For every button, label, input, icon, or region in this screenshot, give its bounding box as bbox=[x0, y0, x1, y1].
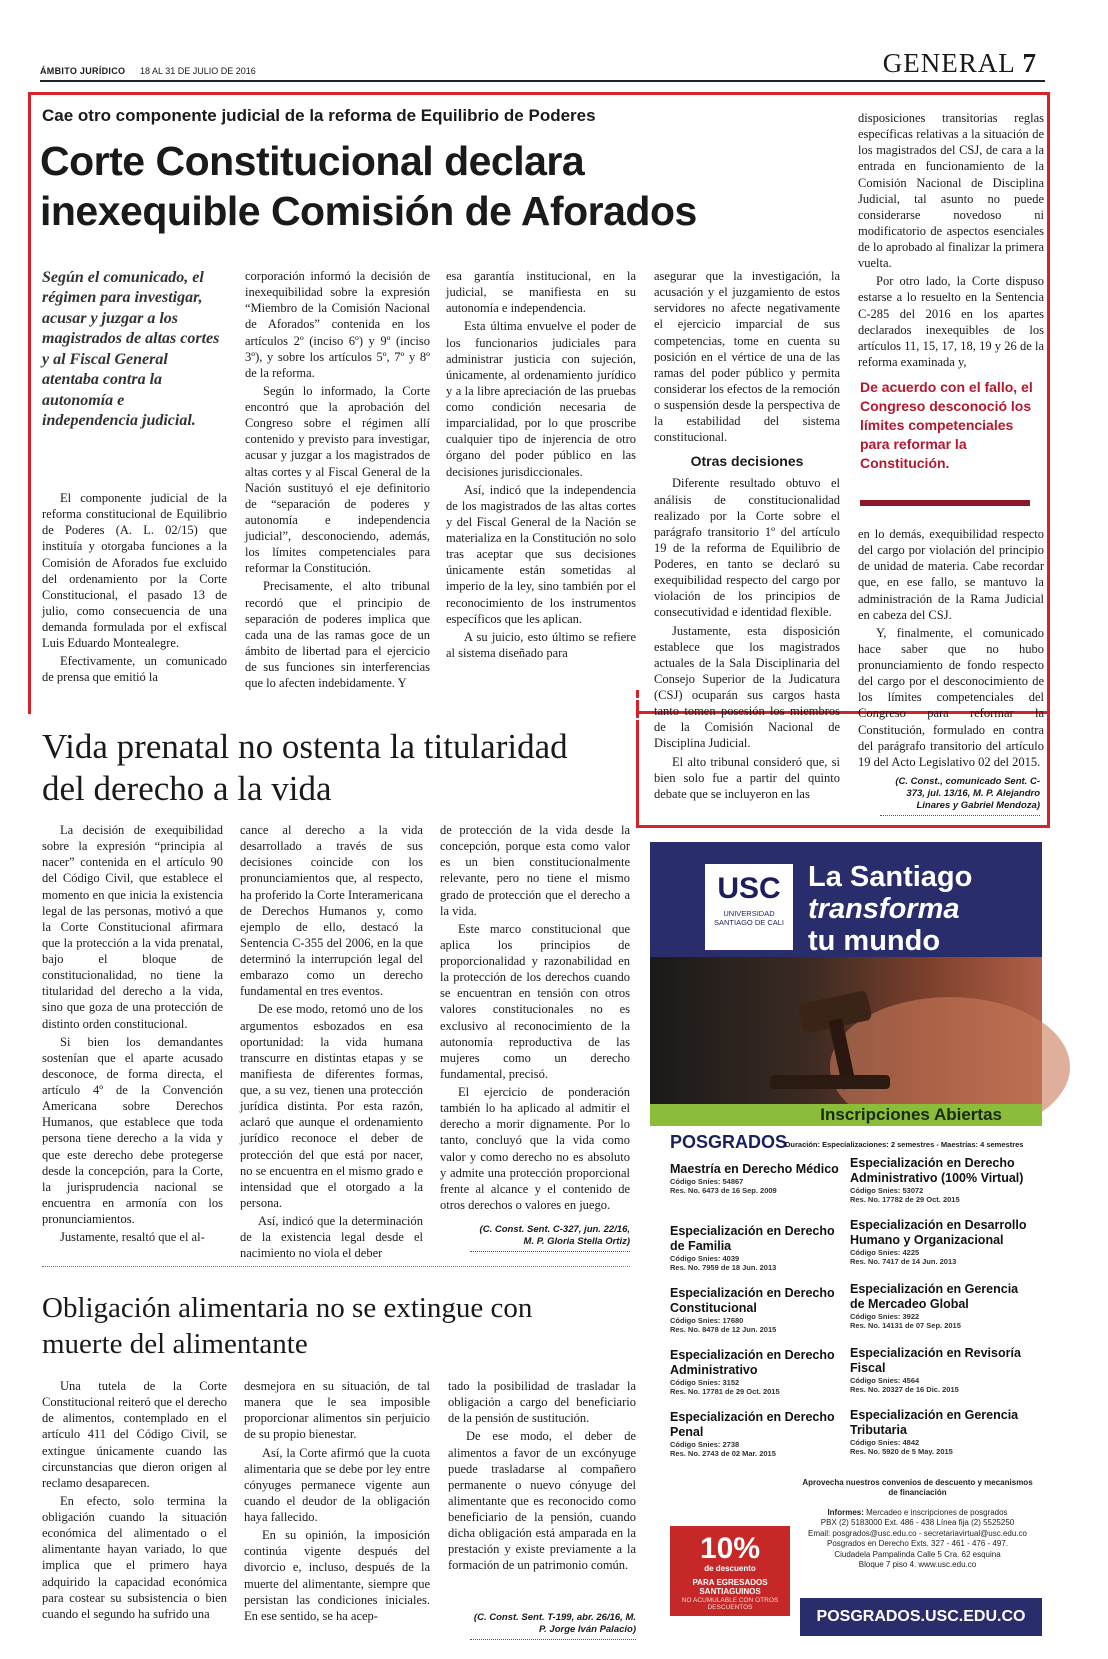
posgrados-heading: POSGRADOS bbox=[670, 1132, 788, 1152]
logo-subtext: UNIVERSIDAD SANTIAGO DE CALI bbox=[713, 909, 785, 927]
article1-lead: Según el comunicado, el régimen para investigar, acusar y juzgar a los magistrados de altas cortes y al Fiscal General atentaba contra la autonomía e independencia judicial. bbox=[42, 269, 220, 430]
ad-header bbox=[650, 842, 1042, 1104]
programs-right bbox=[850, 1156, 1035, 1470]
website-url[interactable]: POSGRADOS.USC.EDU.CO bbox=[800, 1598, 1042, 1636]
program-item: Especialización en Desarrollo Humano y Organizacional Código Snies: 4225 Res. No. 7417 de 14 Jun. 2013 bbox=[850, 1218, 1027, 1267]
gavel-icon bbox=[650, 957, 1042, 1104]
logo-text: USC bbox=[717, 872, 781, 905]
masthead bbox=[40, 48, 1045, 82]
program-item: Maestría en Derecho Médico Código Snies: 54867 Res. No. 6473 de 16 Sep. 2009 bbox=[670, 1162, 839, 1196]
duration-text: Duración: Especializaciones: 2 semestres - Maestrías: 4 semestres bbox=[785, 1140, 1024, 1149]
article3-col1: Una tutela de la Corte Constitucional reiteró que el derecho de alimentos, contemplado en el artículo 411 del Código Civil, se extingue únicamente cuando las circunstancias que dieron origen al reclamo desaparecen. En efecto, solo termina la obligación cuando la situación económica del alimentado o el alimentante hayan variado, lo que implica que el primero haya adquirido la capacidad económica para costear su subsistencia o bien cuando el segundo ha sufrido una bbox=[42, 1379, 227, 1621]
article1-kicker: Cae otro componente judicial de la reforma de Equilibrio de Poderes bbox=[42, 106, 596, 125]
publication-name: ÁMBITO JURÍDICO bbox=[40, 66, 126, 76]
article1-col2: corporación informó la decisión de inexequibilidad sobre la expresión “Miembro de la Comisión Nacional de Aforados” contenida en los artículos 2º (inciso 6º) y 9º (inciso 3º), y sobre los artículos 5º, 7º y 8º de la reforma. Según lo informado, la Corte encontró que la aprobación del Congreso sobre el régimen allí contenido y previsto para investigar, acusar y juzgar a los magistrados de altas cortes y al Fiscal General de la Nación sustituyó el eje definitorio de “separación de poderes y autonomía e independencia judicial”, desconociendo, además, los límites competenciales para reformar la Constitución. Precisamente, el alto tribunal recordó que el principio de separación de poderes implica que cada una de las ramas goce de un ámbito de libertad para el ejercicio de sus funciones sin interferencias que lo afecten indebidamente. Y bbox=[245, 269, 430, 691]
usc-advertisement bbox=[650, 842, 1042, 1640]
ad-programs bbox=[650, 1126, 1042, 1640]
article2-col2: cance al derecho a la vida desarrollado a través de sus decisiones coincide con los pronunciamientos que, al respecto, ha proferido la Corte Interamericana de Derechos Humanos y, como ejemplo de ello, destacó la Sentencia C-355 del 2006, en la que determinó la interrupción legal del embarazo como un derecho fundamental en tres eventos. De ese modo, retomó uno de los argumentos esbozados en esa oportunidad: la vida humana transcurre en distintas etapas y se manifiesta de diferentes formas, que, a su vez, tienen una protección jurídica distinta. Por esta razón, aclaró que aunque el ordenamiento jurídico reconoce el deber de protección del que está por nacer, no se encuentra en el mismo grado e intensidad que el otorgado a la persona. Así, indicó que la determinación de la existencia legal desde el nacimiento no viola el deber bbox=[240, 823, 423, 1261]
registration-text: Inscripciones Abiertas bbox=[820, 1105, 1002, 1124]
program-item: Especialización en Gerencia de Mercadeo Global Código Snies: 3922 Res. No. 14131 de 07 Sep. 2015 bbox=[850, 1282, 1019, 1331]
financing-text: Aprovecha nuestros convenios de descuento y mecanismos de financiación bbox=[802, 1478, 1033, 1498]
registration-band bbox=[650, 1104, 1042, 1126]
program-item: Especialización en Derecho Administrativo (100% Virtual) Código Snies: 53072 Res. No. 17782 de 29 Oct. 2015 bbox=[850, 1156, 1024, 1205]
page-number: 7 bbox=[1022, 48, 1037, 78]
divider bbox=[42, 1266, 630, 1267]
program-item: Especialización en Derecho Administrativo Código Snies: 3152 Res. No. 17781 de 29 Oct. 2015 bbox=[670, 1348, 835, 1397]
article3-credit: (C. Const. Sent. T-199, abr. 26/16, M. P. Jorge Iván Palacio) bbox=[470, 1612, 636, 1640]
programs-left bbox=[670, 1162, 840, 1472]
article1-col4: asegurar que la investigación, la acusación y el juzgamiento de estos servidores no afecte negativamente el ejercicio imparcial de sus competencias, tome en cuenta su posición en el vértice de una de las ramas del poder público y permita considerar los efectos de la remoción o suspensión desde la perspectiva de la estabilidad del sistema constitucional. Otras decisiones Diferente resultado obtuvo el análisis de constitucionalidad realizado por la Corte sobre el parágrafo transitorio 1º del artículo 19 de la reforma de Equilibrio de Poderes, en tanto se declaró su exequibilidad respecto del cargo por violación de los principios de consecutividad e identidad flexible. Justamente, esta disposición establece que los magistrados actuales de la Sala Disciplinaria del Consejo Superior de la Judicatura (CSJ) ocuparán sus cargos hasta tanto tomen posesión los miembros de la Comisión Nacional de Disciplina Judicial. El alto tribunal consideró que, si bien solo fue a partir del quinto debate que se incluyeron en las bbox=[654, 269, 840, 801]
article1-col3: esa garantía institucional, en la judicial, se manifiesta en su autonomía e independencia. Esta última envuelve el poder de los funcionarios judiciales para administrar justicia con sujeción, únicamente, al ordenamiento jurídico y a la libre apreciación de las pruebas como condición necesaria de imparcialidad, por lo que proscribe cualquier tipo de injerencia de otro órgano del poder público en las decisiones jurisdiccionales. Así, indicó que la independencia de los magistrados de las altas cortes y del Fiscal General de la Nación se materializa en la Constitución no solo tras aceptar que sus decisiones únicamente están sometidas al imperio de la ley, sino también por el reconocimiento de los instrumentos específicos que les aplican. A su juicio, esto último se refiere al sistema diseñado para bbox=[446, 269, 636, 660]
article1-headline: Corte Constitucional declara inexequible Comisión de Aforados bbox=[40, 138, 697, 235]
article1-col1: El componente judicial de la reforma constitucional de Equilibrio de Poderes (A. L. 02/15) que instituía y otorgaba funciones a la Comisión de Aforados fue excluido del ordenamiento por la Corte Constitucional, el pasado 13 de julio, como consecuencia de una demanda formulada por el exfiscal Luis Eduardo Montealegre. Efectivamente, un comunicado de prensa que emitió la bbox=[42, 491, 227, 685]
article2-col1: La decisión de exequibilidad sobre la expresión “principia al nacer” contenida en el artículo 90 del Código Civil, que establece el momento en que inicia la existencia legal de las personas, motivó a que la Corte Constitucional afirmara que la protección a la vida prenatal, bajo el bloque de constitucionalidad, no tiene la titularidad del derecho a la vida, sino que goza de una protección de distinto orden constitucional. Si bien los demandantes sostenían que el aparte acusado desconoce, de forma directa, el artículo 4º de la Convención Americana sobre Derechos Humanos, que establece que toda persona tiene derecho a la vida y que este derecho debe protegerse desde la concepción, para la Corte, la jurisprudencia nacional se encuentra en armonía con los pronunciamientos. Justamente, resaltó que el al- bbox=[42, 823, 223, 1245]
ad-slogan: La Santiago transforma tu mundo bbox=[808, 861, 973, 957]
issue-date: 18 AL 31 DE JULIO DE 2016 bbox=[140, 66, 256, 76]
article3-col3: tado la posibilidad de trasladar la obligación a cargo del beneficiario de la pensión de sustitución. De ese modo, el deber de alimentos a favor de un excónyuge puede trasladarse al compañero permanente o nuevo cónyuge del alimentante que es reconocido como beneficiario de la pensión, cuando dicha obligación está amparada en la prestación y existe previamente a la formación de un patrimonio común. bbox=[448, 1379, 636, 1573]
usc-logo bbox=[705, 864, 793, 950]
program-item: Especialización en Derecho Constitucional Código Snies: 17680 Res. No. 8478 de 12 Jun. 2015 bbox=[670, 1286, 835, 1335]
section-label bbox=[883, 48, 1037, 79]
article2-credit: (C. Const. Sent. C-327, jun. 22/16, M. P. Gloria Stella Ortiz) bbox=[470, 1224, 630, 1252]
discount-badge: 10% de descuento PARA EGRESADOS SANTIAGUINOS NO ACUMULABLE CON OTROS DESCUENTOS bbox=[670, 1526, 790, 1616]
article2-headline: Vida prenatal no ostenta la titularidad del derecho a la vida bbox=[42, 727, 568, 808]
article1-credit: (C. Const., comunicado Sent. C-373, jul. 13/16, M. P. Alejandro Linares y Gabriel Mendoza) bbox=[880, 776, 1040, 816]
program-item: Especialización en Derecho de Familia Código Snies: 4039 Res. No. 7959 de 18 Jun. 2013 bbox=[670, 1224, 835, 1273]
contact-info: Informes: Mercadeo e inscripciones de posgrados PBX (2) 5183000 Ext. 486 - 438 Línea fija (2) 5525250 Email: posgrados@usc.edu.co - secretariavirtual@usc.edu.co Posgrados en Derecho Exts. 327 - 461 - 476 - 497. Ciudadela Pampalinda Calle 5 Cra. 62 esquina Bloque 7 piso 4. www.usc.edu.co bbox=[807, 1508, 1027, 1569]
program-item: Especialización en Revisoría Fiscal Código Snies: 4564 Res. No. 20327 de 16 Dic. 2015 bbox=[850, 1346, 1021, 1395]
program-item: Especialización en Derecho Penal Código Snies: 2738 Res. No. 2743 de 02 Mar. 2015 bbox=[670, 1410, 835, 1459]
program-item: Especialización en Gerencia Tributaria Código Snies: 4842 Res. No. 5920 de 5 May. 2015 bbox=[850, 1408, 1019, 1457]
article3-headline: Obligación alimentaria no se extingue con muerte del alimentante bbox=[42, 1292, 533, 1361]
gavel-book-image bbox=[650, 957, 1042, 1104]
article1-subhead: Otras decisiones bbox=[690, 453, 804, 470]
article1-col5a: disposiciones transitorias reglas específicas relativas a la situación de los magistrados del CSJ, de cara a la entrada en funcionamiento de la Comisión Nacional de Disciplina Judicial, tal asunto no puede considerarse novedoso ni modificatorio de aspectos esenciales de lo aprobado al finalizar la primera vuelta. Por otro lado, la Corte dispuso estarse a lo resuelto en la Sentencia C-285 del 2016 en los apartes declarados inexequibles de los artículos 11, 15, 17, 18, 19 y 26 de la reforma examinada y, bbox=[858, 111, 1044, 369]
article1-col5b: en lo demás, exequibilidad respecto del cargo por violación del principio de unidad de materia. Cabe recordar que, en ese fallo, se mantuvo la administración de la Rama Judicial en cabeza del CSJ. Y, finalmente, el comunicado hace saber que no hubo pronunciamiento de fondo respecto del cargo por el desconocimiento de los límites competenciales del Congreso para reformar la Constitución, formulado en contra del parágrafo transitorio del artículo 19 del Acto Legislativo 02 del 2015. bbox=[858, 527, 1044, 769]
article3-col2: desmejora en su situación, de tal manera que le sea imposible proporcionar alimentos sin perjuicio de su propio bienestar. Así, la Corte afirmó que la cuota alimentaria que se debe por ley entre cónyuges permanece vigente aun cuando el deudor de la obligación haya fallecido. En su opinión, la imposición continúa vigente después del divorcio e, incluso, después de la muerte del alimentante, siempre que persistan las condiciones iniciales. En ese sentido, se ha acep- bbox=[244, 1379, 430, 1623]
article1-pullquote: De acuerdo con el fallo, el Congreso desconoció los límites competenciales para reformar la Constitución. bbox=[860, 379, 1033, 471]
article2-col3: de protección de la vida desde la concepción, porque esta como valor es un bien constitucionalmente relevante, pero no tiene el mismo grado de protección que el derecho a la vida. Este marco constitucional que aplica los principios de proporcionalidad y razonabilidad en la protección de los derechos cuando se encuentran en tensión con otros valores constitucionales no es exclusivo al reconocimiento de la autonomía reproductiva de las mujeres como un derecho fundamental, precisó. El ejercicio de ponderación también lo ha aplicado al admitir el derecho a morir dignamente. Por lo tanto, concluyó que la vida como valor y como derecho no es absoluto y admite una protección proporcional frente al alcance y el contenido de otros derechos o valores en juego. bbox=[440, 823, 630, 1212]
pullquote-bar bbox=[860, 500, 1030, 506]
section-name: GENERAL bbox=[882, 48, 1015, 78]
